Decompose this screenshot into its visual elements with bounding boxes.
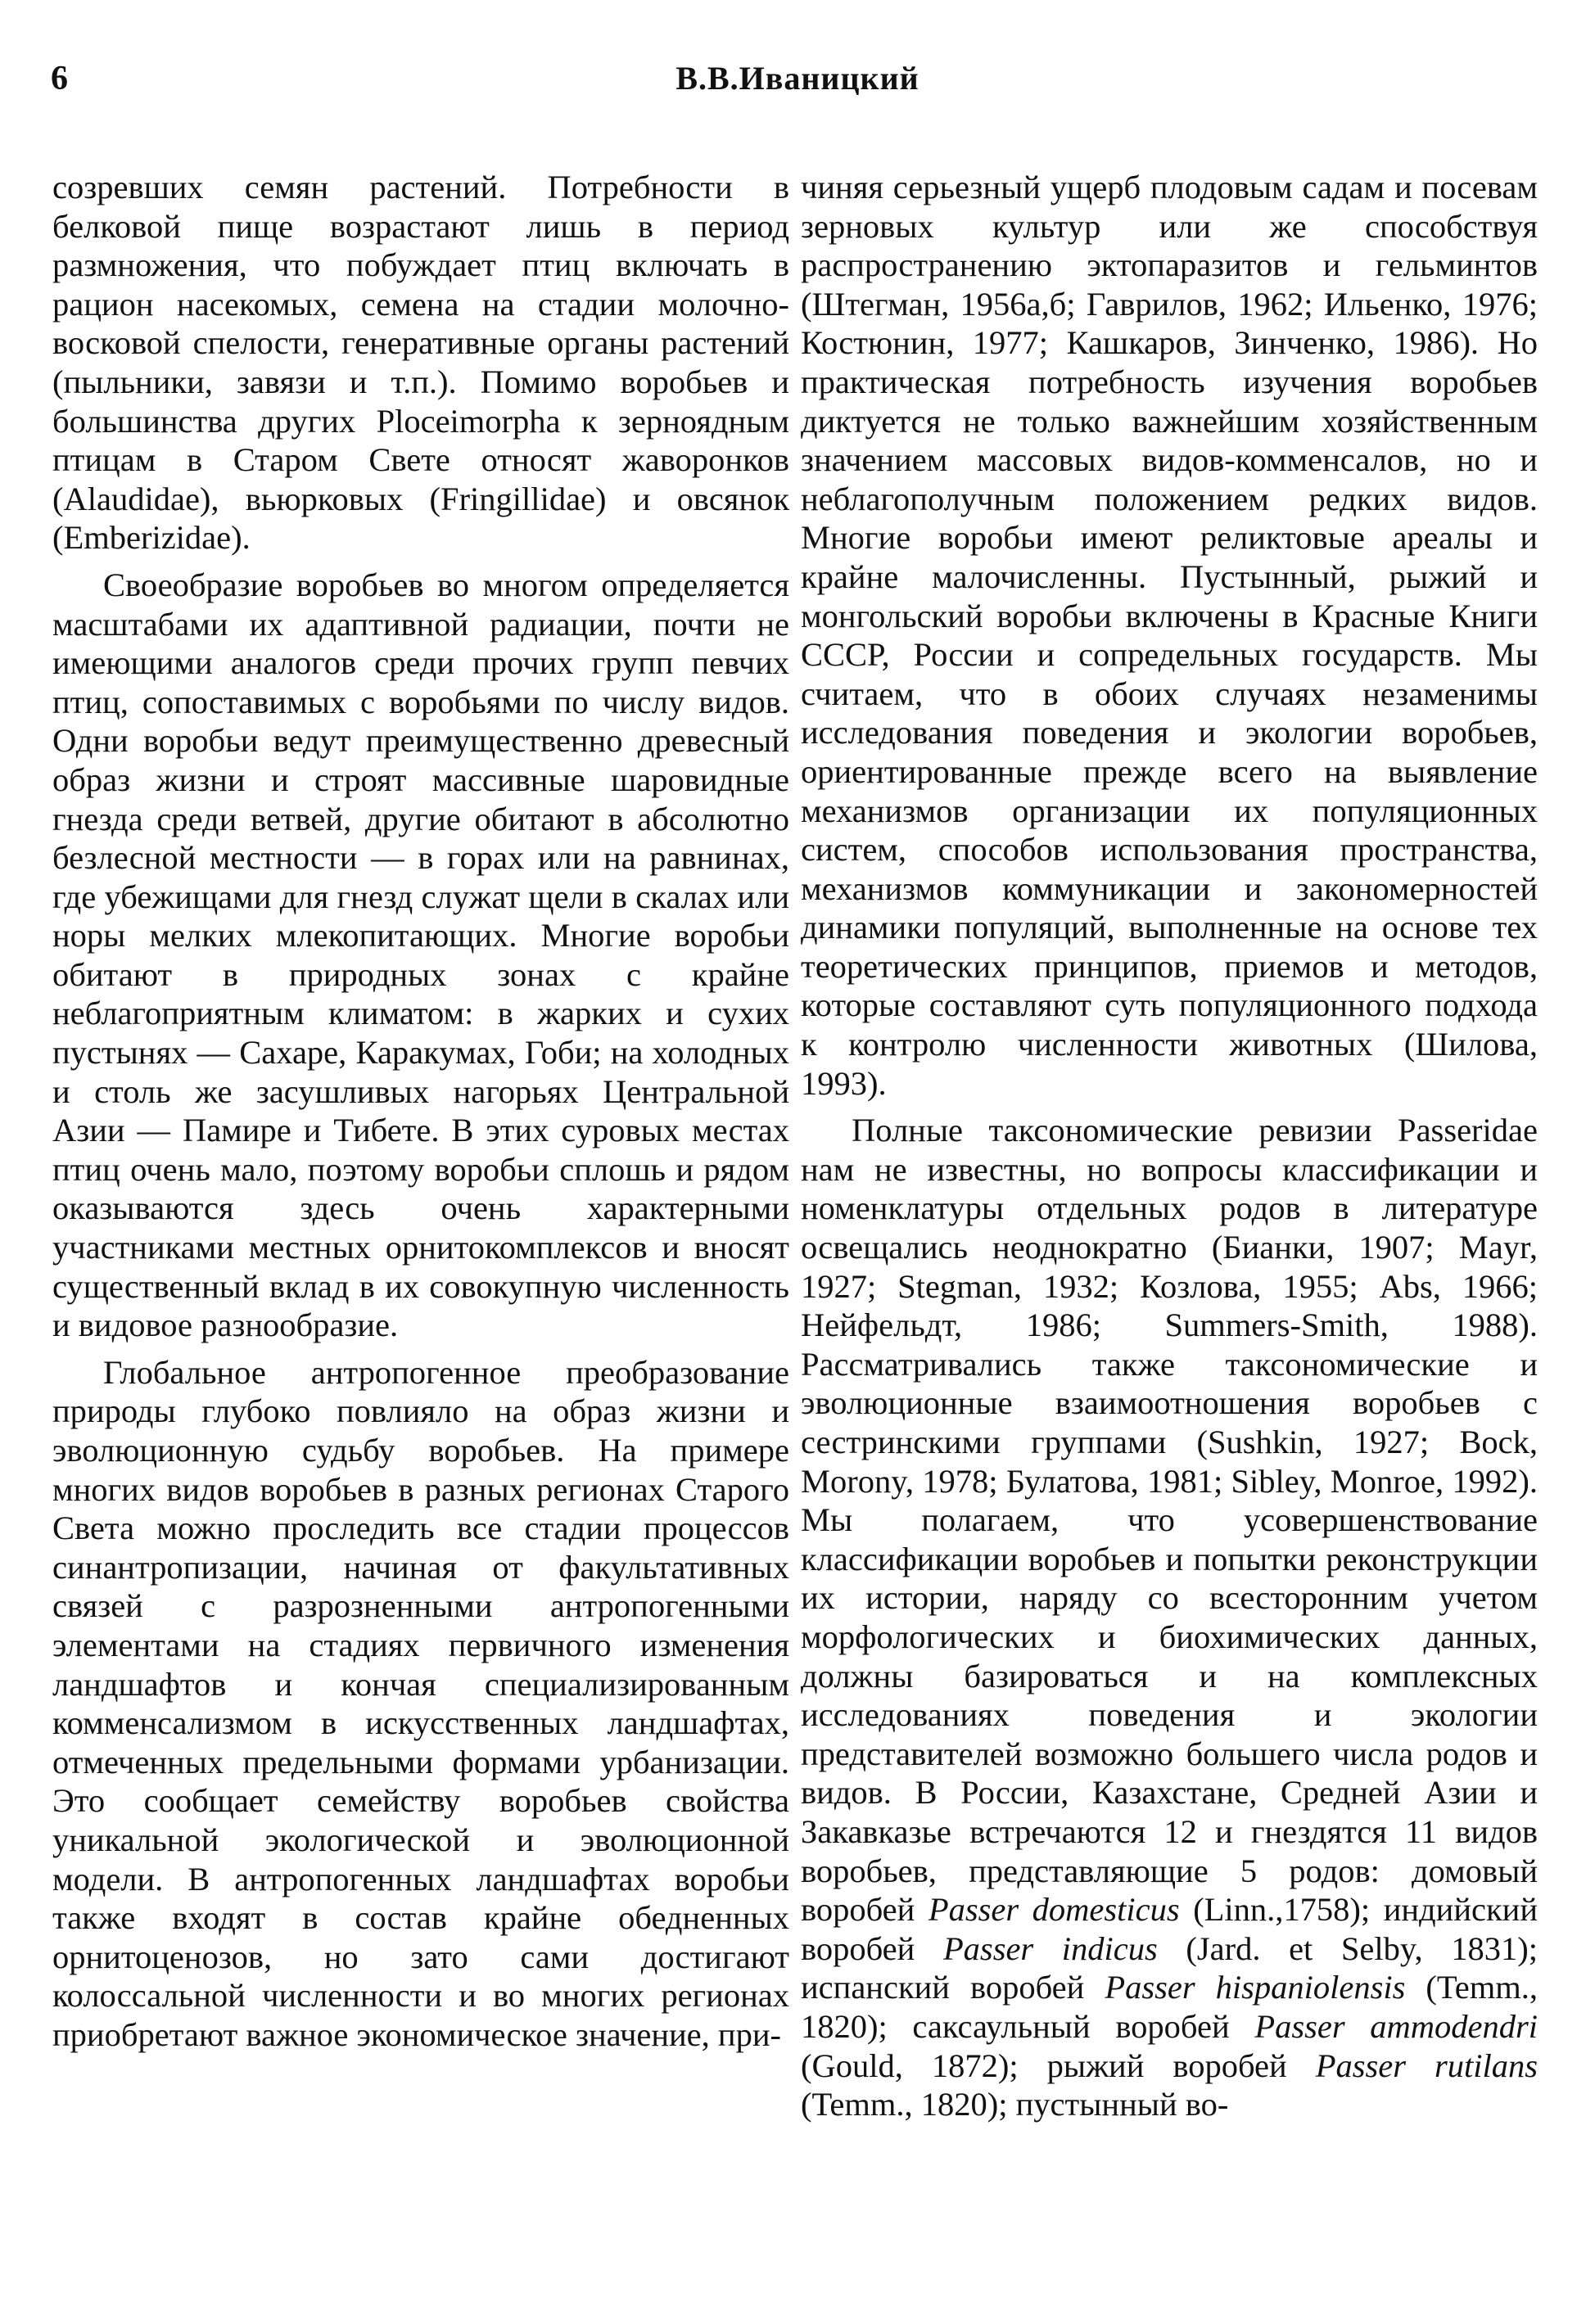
species-citation-1: (Linn.,1758); индийский воробей xyxy=(801,1891,1538,1967)
left-paragraph-1: созревших семян растений. Потребности в белковой пище возрастают лишь в период размножения, что побуждает птиц включать в рацион насекомых, семена на стадии молочно-восковой спелости, генеративные органы растений (пыльники, завязи и т.п.). Помимо воробьев и большинства других Ploceimorpha к зерноядным птицам в Старом Свете относят жаворонков (Alaudidae), вьюрковых (Fringillidae) и овсянок (Emberizidae). xyxy=(52,169,789,557)
left-column xyxy=(52,168,789,2055)
page-number: 6 xyxy=(51,60,68,97)
species-name-4: Passer ammodendri xyxy=(1254,2007,1538,2045)
right-paragraph-2 xyxy=(801,1111,1538,2123)
right-paragraph-1: чиняя серьезный ущерб плодовым садам и посевам зерновых культур или же способствуя распространению эктопаразитов и гельминтов (Штегман, 1956а,б; Гаврилов, 1962; Ильенко, 1976; Костюнин, 1977; Кашкаров, Зинченко, 1986). Но практическая потребность изучения воробьев диктуется не только важнейшим хозяйственным значением массовых видов-комменсалов, но и неблагополучным положением редких видов. Многие воробьи имеют реликтовые ареалы и крайне малочисленны. Пустынный, рыжий и монгольский воробьи включены в Красные Книги СССР, России и сопредельных государств. Мы считаем, что в обоих случаях незаменимы исследования поведения и экологии воробьев, ориентированные прежде всего на выявление механизмов организации их популяционных систем, способов использования пространства, механизмов коммуникации и закономерностей динамики популяций, выполненные на основе тех теоретических принципов, приемов и методов, которые составляют суть популяционного подхода к контролю численности животных (Шилова, 1993). xyxy=(801,169,1538,1102)
species-citation-5: (Temm., 1820); пустынный во- xyxy=(801,2086,1229,2123)
right-paragraph-2-text: Полные таксономические ревизии Passeridae нам не известны, но вопросы классификации и номенклатуры отдельных родов в литературе освещались неоднократно (Бианки, 1907; Mayr, 1927; Stegman, 1932; Козлова, 1955; Abs, 1966; Нейфельдт, 1986; Summers-Smith, 1988). Рассматривались также таксономические и эволюционные взаимоотношения воробьев с сестринскими группами (Sushkin, 1927; Bock, Morony, 1978; Булатова, 1981; Sibley, Monroe, 1992). Мы полагаем, что усовершенствование классификации воробьев и попытки реконструкции их истории, наряду со всесторонним учетом морфологических и биохимических данных, должны базироваться и на комплексных исследованиях поведения и экологии представителей возможно большего числа родов и видов. В России, Казахстане, Средней Азии и Закавказье встречаются 12 и гнездятся 11 видов воробьев, представляющие 5 родов: домовый воробей xyxy=(801,1112,1538,1929)
species-name-3: Passer hispaniolensis xyxy=(1105,1969,1406,2006)
running-head: В.В.Иваницкий xyxy=(676,60,919,97)
species-citation-3: (Temm., 1820); саксаульный воробей xyxy=(801,1969,1539,2045)
species-citation-4: (Gould, 1872); рыжий воробей xyxy=(801,2046,1287,2084)
right-column xyxy=(801,168,1538,2124)
left-paragraph-2: Своеобразие воробьев во многом определяется масштабами их адаптивной радиации, почти не имеющими аналогов среди прочих групп певчих птиц, сопоставимых с воробьями по числу видов. Одни воробьи ведут преимущественно древесный образ жизни и строят массивные шаровидные гнезда среди ветвей, другие обитают в абсолютно безлесной местности — в горах или на равнинах, где убежищами для гнезд служат щели в скалах или норы мелких млекопитающих. Многие воробьи обитают в природных зонах с крайне неблагоприятным климатом: в жарких и сухих пустынях — Сахаре, Каракумах, Гоби; на холодных и столь же засушливых нагорьях Центральной Азии — Памире и Тибете. В этих суровых местах птиц очень мало, поэтому воробьи сплошь и рядом оказываются здесь очень характерными участниками местных орнитокомплексов и вносят существенный вклад в их совокупную численность и видовое разнообразие. xyxy=(52,566,789,1344)
left-paragraph-3: Глобальное антропогенное преобразование природы глубоко повлияло на образ жизни и эволюционную судьбу воробьев. На примере многих видов воробьев в разных регионах Старого Света можно проследить все стадии процессов синантропизации, начиная от факультативных связей с разрозненными антропогенными элементами на стадиях первичного изменения ландшафтов и кончая специализированным комменсализмом в искусственных ландшафтах, отмеченных предельными формами урбанизации. Это сообщает семейству воробьев свойства уникальной экологической и эволюционной модели. В антропогенных ландшафтах воробьи также входят в состав крайне обедненных орнитоценозов, но зато сами достигают колоссальной численности и во многих регионах приобретают важное экономическое значение, при- xyxy=(52,1353,789,2053)
species-name-2: Passer indicus xyxy=(942,1929,1158,1967)
species-name-5: Passer rutilans xyxy=(1315,2046,1538,2084)
species-citation-2: (Jard. et Selby, 1831); испанский воробей xyxy=(801,1929,1538,2006)
species-name-1: Passer domesticus xyxy=(928,1891,1180,1929)
